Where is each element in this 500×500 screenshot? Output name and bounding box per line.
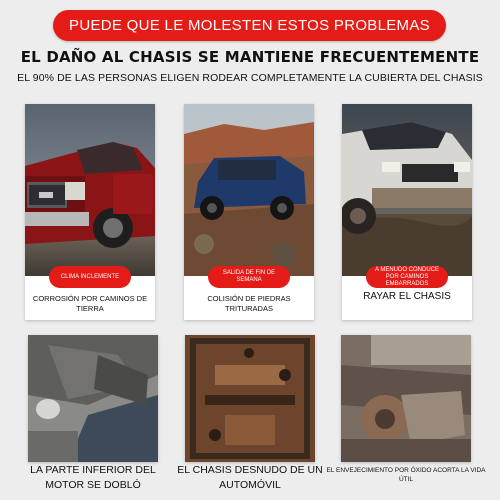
bare-chassis-photo	[185, 335, 315, 462]
caption-dirt-road-corrosion: CORROSIÓN POR CAMINOS DE TIERRA	[32, 294, 148, 313]
card-gravel-collision	[184, 104, 314, 320]
caption-chassis-scratch: RAYAR EL CHASIS	[363, 291, 451, 302]
banner-text: PUEDE QUE LE MOLESTEN ESTOS PROBLEMAS	[69, 17, 430, 34]
problems-banner	[53, 10, 446, 41]
card-chassis-scratch	[342, 104, 472, 320]
caption-gravel-collision: COLISIÓN DE PIEDRAS TRITURADAS	[207, 294, 291, 313]
badge-bad-weather: CLIMA INCLEMENTE	[49, 266, 131, 288]
caption-rust-aging: EL ENVEJECIMIENTO POR ÓXIDO ACORTA LA VIDA ÚTIL	[326, 467, 486, 483]
red-pickup-photo	[25, 104, 155, 276]
badge-muddy-roads: A MENUDO CONDUCE POR CAMINOS EMBARRADOS	[366, 266, 448, 288]
caption-bare-chassis: EL CHASIS DESNUDO DE UN AUTOMÓVIL	[177, 464, 323, 491]
badge-weekend-outing: SALIDA DE FIN DE SEMANA	[208, 266, 290, 288]
caption-bent-engine-underside: LA PARTE INFERIOR DEL MOTOR SE DOBLÓ	[30, 464, 156, 491]
bent-engine-underside-photo	[28, 335, 158, 462]
rusty-suspension-photo	[341, 335, 471, 462]
subheadline: EL 90% DE LAS PERSONAS ELIGEN RODEAR COMPLETAMENTE LA CUBIERTA DEL CHASIS	[17, 72, 483, 84]
headline: EL DAÑO AL CHASIS SE MANTIENE FRECUENTEMENTE	[20, 48, 480, 66]
blue-jeep-photo	[184, 104, 314, 276]
card-dirt-road-corrosion	[25, 104, 155, 320]
muddy-suv-photo	[342, 104, 472, 276]
